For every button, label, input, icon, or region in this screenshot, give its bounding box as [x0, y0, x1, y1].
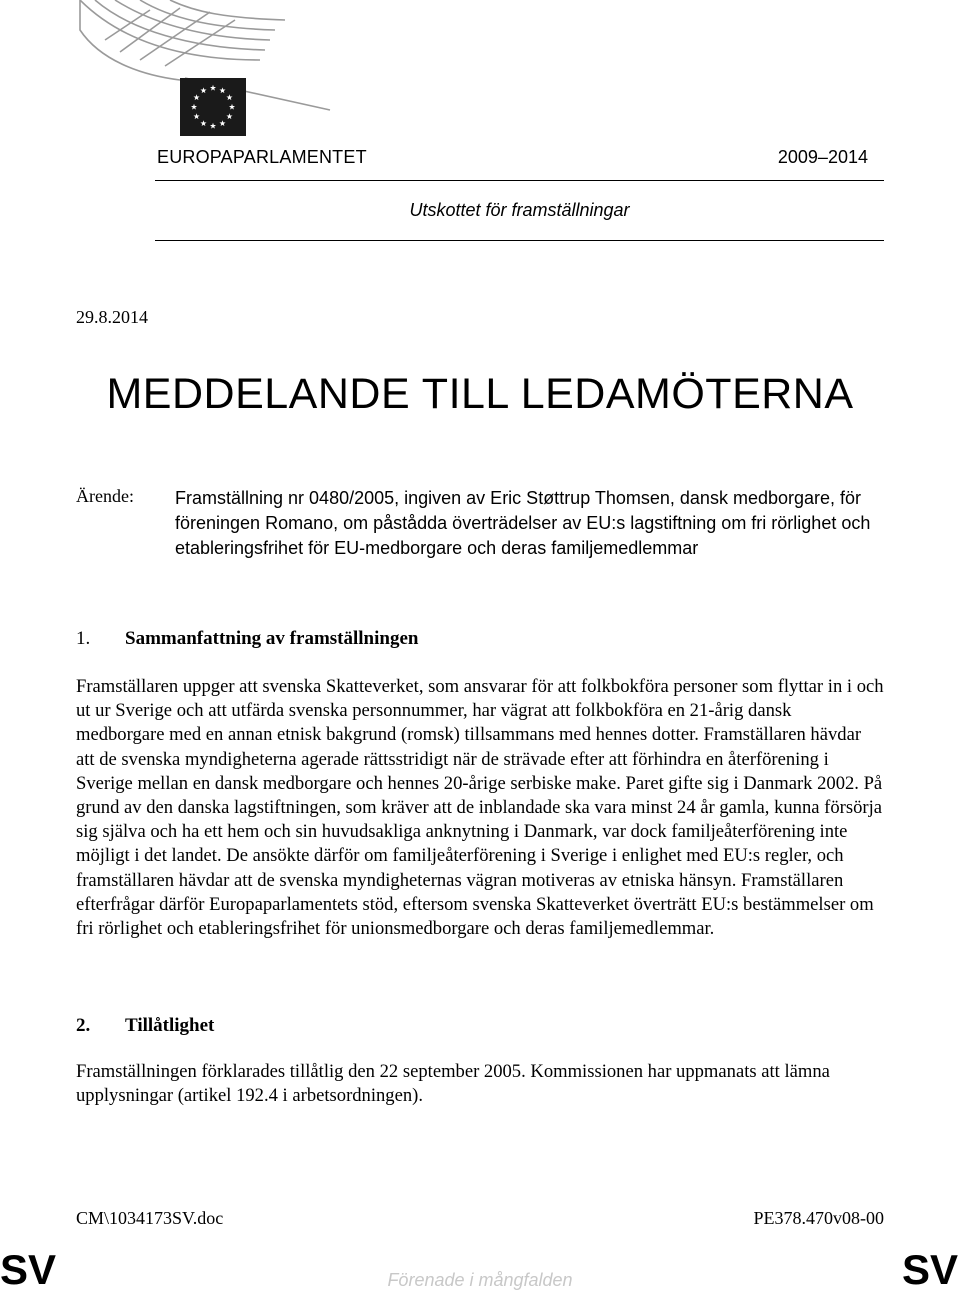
section-1-number: 1.: [76, 628, 91, 649]
section-2-number: 2.: [76, 1015, 91, 1036]
language-code-right: SV: [901, 1246, 958, 1293]
footer-motto: Förenade i mångfalden: [387, 1270, 573, 1290]
section-2-heading: Tillåtlighet: [125, 1015, 215, 1036]
language-code-left: SV: [0, 1246, 57, 1293]
section-1-heading: Sammanfattning av framställningen: [125, 628, 419, 649]
organization-name: EUROPAPARLAMENTET: [157, 147, 367, 167]
header-divider-bottom: [155, 240, 884, 241]
subject-text: Framställning nr 0480/2005, ingiven av Eric Støttrup Thomsen, dansk medborgare, för föreningen Romano, om påstådda överträdelser av EU:s lagstiftning om fri rörlighet och etableringsfrihet för EU-medborgare och deras familjemedlemmar: [175, 488, 871, 558]
legislative-term: 2009–2014: [777, 147, 868, 167]
subject-label: Ärende:: [76, 486, 134, 506]
committee-name: Utskottet för framställningar: [409, 200, 630, 220]
section-1-text: Framställaren uppger att svenska Skatteverket, som ansvarar för att folkbokföra personer som flyttar in i och ut ur Sverige och att utfärda svenska personnummer, har vägrat att folkbokföra en 21-årig dansk medborgare med en annan etnisk bakgrund (romsk) tillsammans med hennes dotter. Framställaren hävdar att de svenska myndigheterna agerade rättsstridigt när de strävade efter att förhindra en återförening i Sverige mellan en dansk medborgare och hennes 20-årige serbiske make. Paret gifte sig i Danmark 2002. På grund av den danska lagstiftningen, som kräver att de inblandade ska vara minst 24 år gamla, kunna försörja sig själva och ha ett hem och sin huvudsakliga anknytning i Danmark, var dock familjeåterförening inte möjligt i det landet. De ansökte därför om familjeåterförening i Sverige i enlighet med EU:s regler, och framställaren hävdar att de svenska myndigheternas vägran motiveras av etniska hänsyn. Framställaren efterfrågar därför Europaparlamentets stöd, eftersom svenska Skatteverket överträtt EU:s bestämmelser om fri rörlighet och etableringsfrihet för unionsmedborgare och deras familjemedlemmar.: [76, 676, 884, 940]
section-2-text: Framställningen förklarades tillåtlig den 22 september 2005. Kommissionen har uppmanats att lämna upplysningar (artikel 192.4 i arbetsordningen).: [76, 1061, 830, 1107]
document-title: MEDDELANDE TILL LEDAMÖTERNA: [106, 370, 854, 418]
footer-pe-reference: PE378.470v08-00: [753, 1208, 884, 1228]
footer-document-reference: CM\1034173SV.doc: [76, 1208, 224, 1228]
document-date: 29.8.2014: [76, 307, 148, 327]
header-divider-top: [155, 180, 884, 181]
european-parliament-logo: [60, 0, 350, 140]
